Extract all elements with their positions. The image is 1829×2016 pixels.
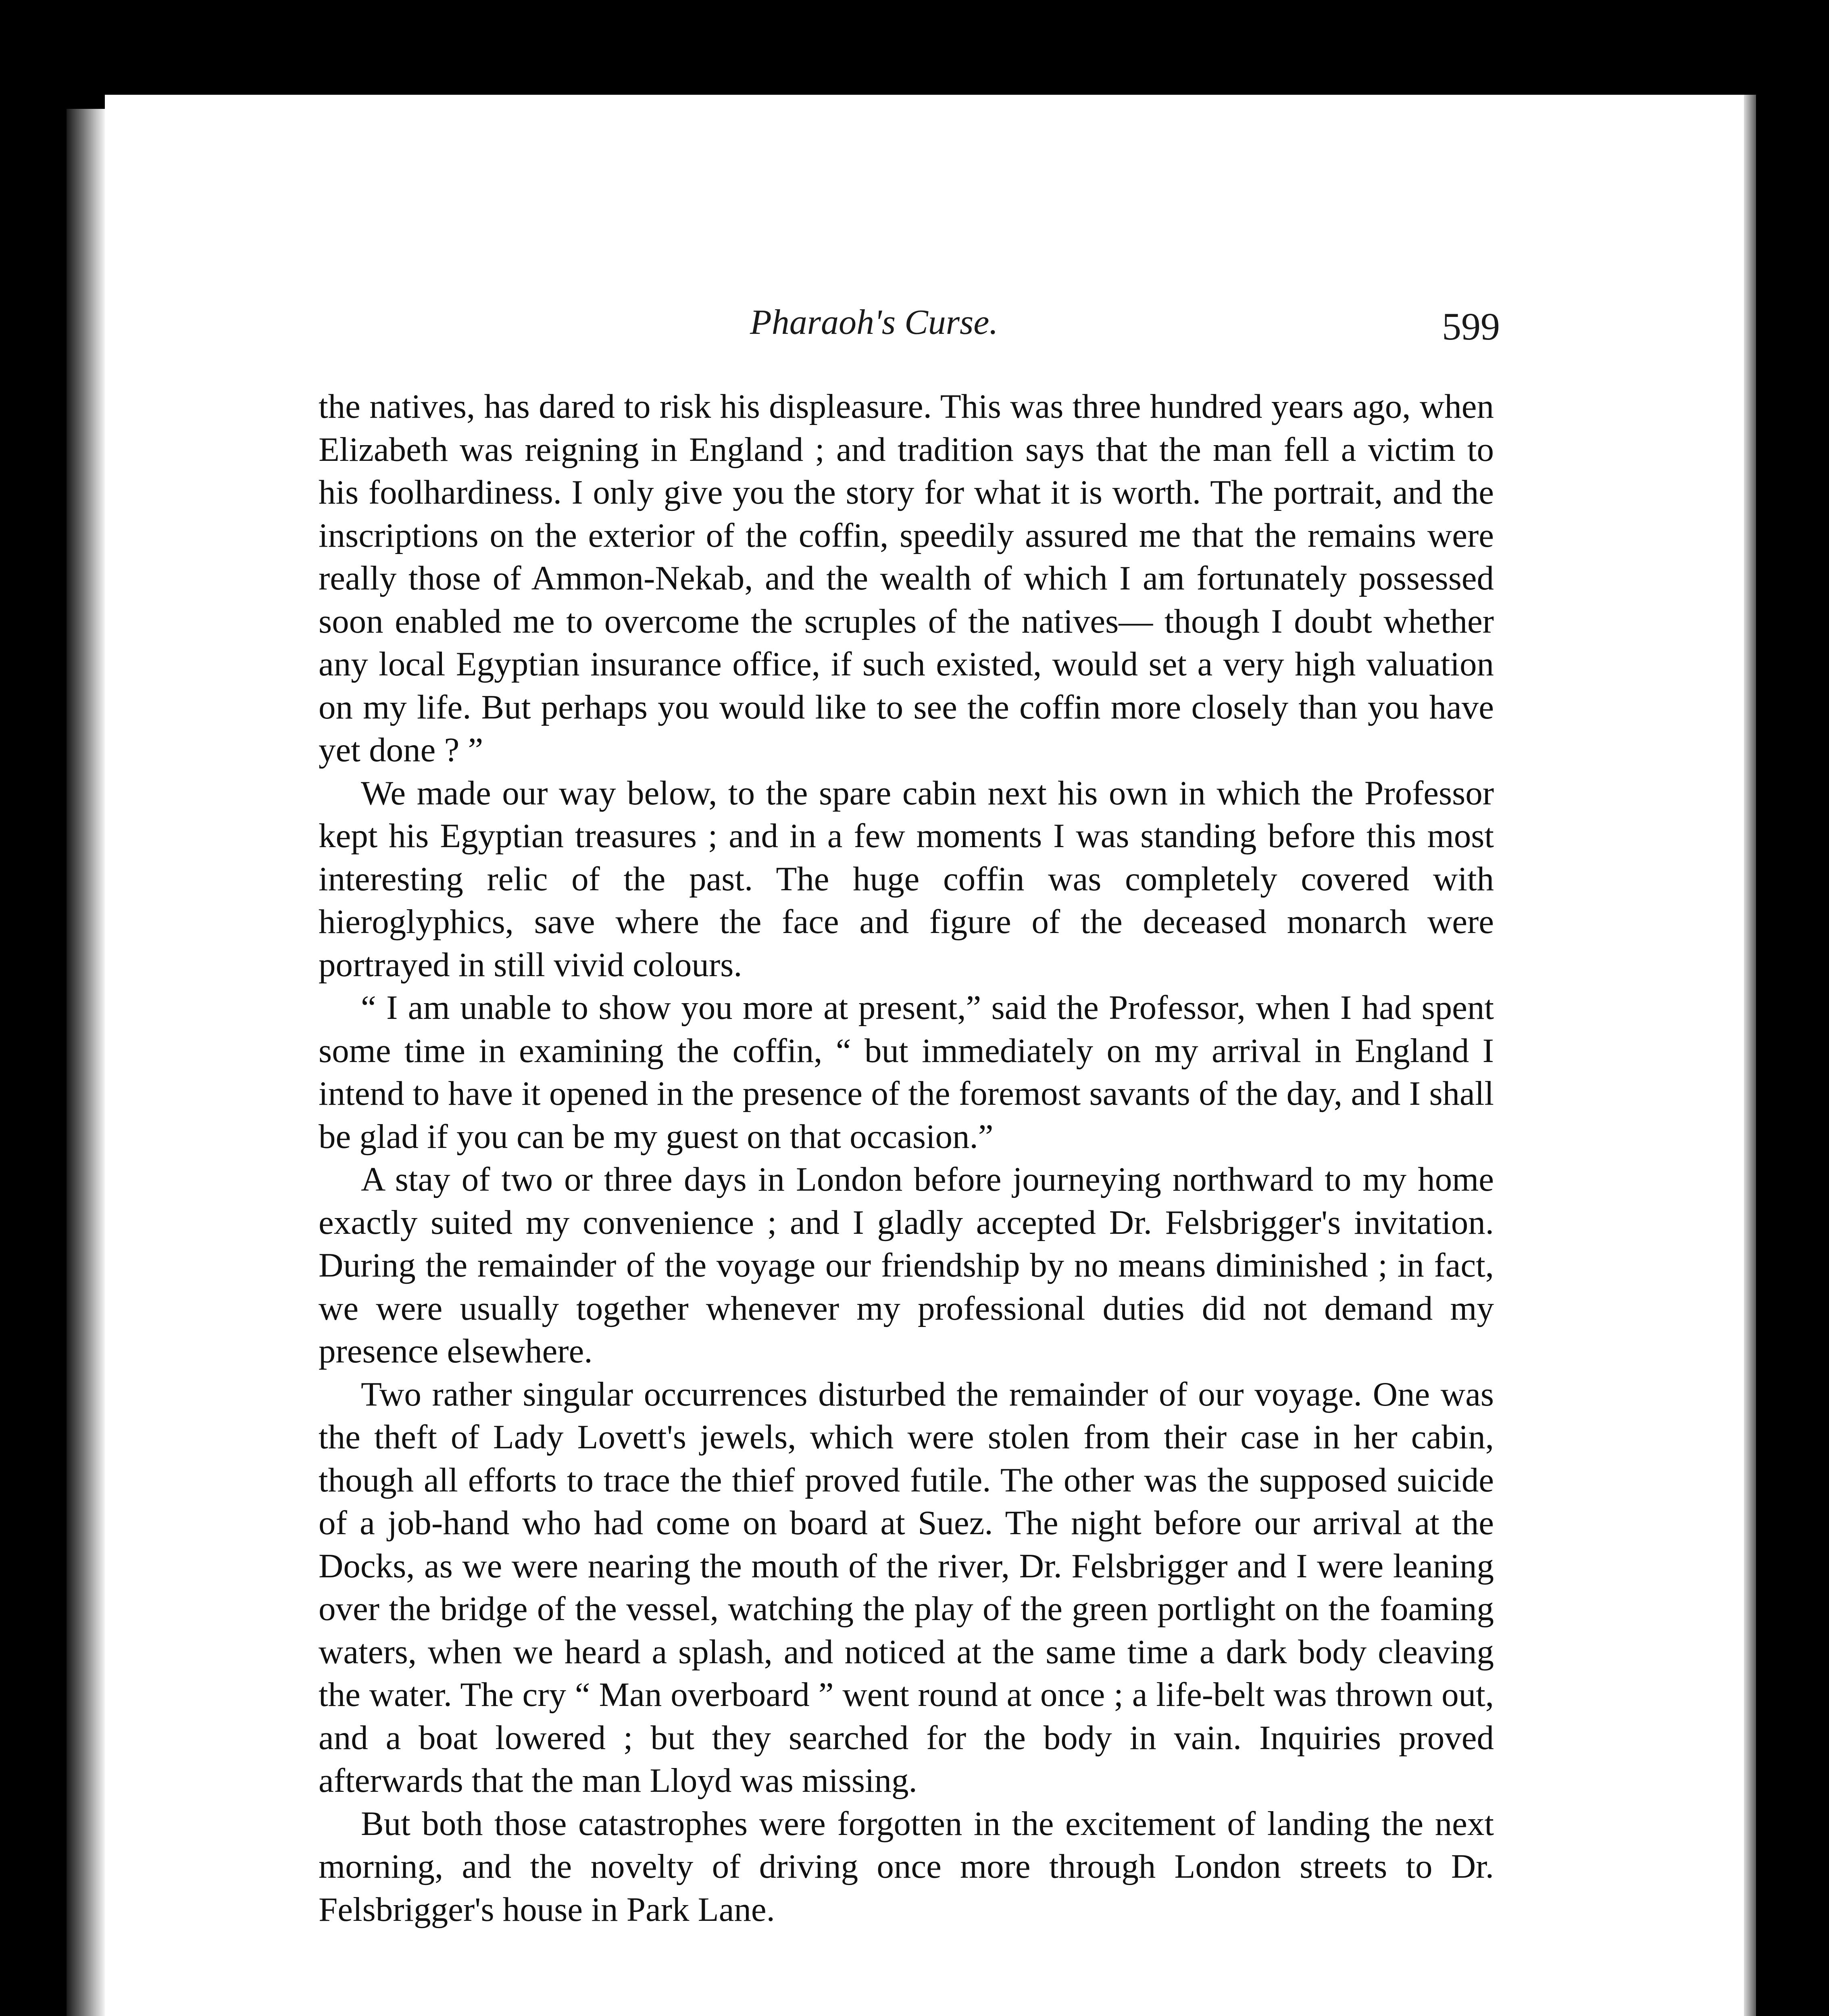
body-text — [319, 385, 1494, 1931]
paragraph: Two rather singular occurrences disturbed the remainder of our voyage. One was the theft of Lady Lovett's jewels, which were stolen from their case in her cabin, though all efforts to trace the thief proved futile. The other was the supposed suicide of a job-hand who had come on board at Suez. The night before our arrival at the Docks, as we were nearing the mouth of the river, Dr. Felsbrigger and I were leaning over the bridge of the vessel, watching the play of the green portlight on the foaming waters, when we heard a splash, and noticed at the same time a dark body cleaving the water. The cry “ Man overboard ” went round at once ; a life-belt was thrown out, and a boat lowered ; but they searched for the body in vain. Inquiries proved afterwards that the man Lloyd was missing. — [319, 1375, 1494, 1799]
paragraph: We made our way below, to the spare cabin next his own in which the Professor kept his Egyptian treasures ; and in a few moments I was standing before this most interesting relic of the past. The huge coffin was completely covered with hieroglyphics, save where the face and figure of the deceased monarch were portrayed in still vivid colours. — [319, 774, 1494, 984]
paragraph: But both those catastrophes were forgotten in the excitement of landing the next morning, and the novelty of driving once more through London streets to Dr. Felsbrigger's house in Park Lane. — [319, 1804, 1494, 1929]
paragraph: “ I am unable to show you more at present,” said the Professor, when I had spent some time in examining the coffin, “ but immediately on my arrival in England I intend to have it opened in the presence of the foremost savants of the day, and I shall be glad if you can be my guest on that occasion.” — [319, 989, 1494, 1156]
paragraph: the natives, has dared to risk his displeasure. This was three hundred years ago, when Elizabeth was reigning in England ; and tradition says that the man fell a victim to his foolhardiness. I only give you the story for what it is worth. The portrait, and the inscriptions on the exterior of the coffin, speedily assured me that the remains were really those of Ammon-Nekab, and the wealth of which I am fortunately possessed soon enabled me to overcome the scruples of the natives— though I doubt whether any local Egyptian insurance office, if such existed, would set a very high valuation on my life. But perhaps you would like to see the coffin more closely than you have yet done ? ” — [319, 387, 1494, 769]
paragraph: A stay of two or three days in London before journeying northward to my home exactly suited my convenience ; and I gladly accepted Dr. Felsbrigger's invitation. During the remainder of the voyage our friendship by no means diminished ; in fact, we were usually together whenever my professional duties did not demand my presence elsewhere. — [319, 1160, 1494, 1370]
page-number: 599 — [1442, 305, 1500, 348]
page-gutter-shadow — [67, 109, 105, 2016]
page-edge — [1744, 95, 1756, 2016]
page-header — [750, 300, 1500, 357]
running-title: Pharaoh's Curse. — [750, 303, 998, 342]
